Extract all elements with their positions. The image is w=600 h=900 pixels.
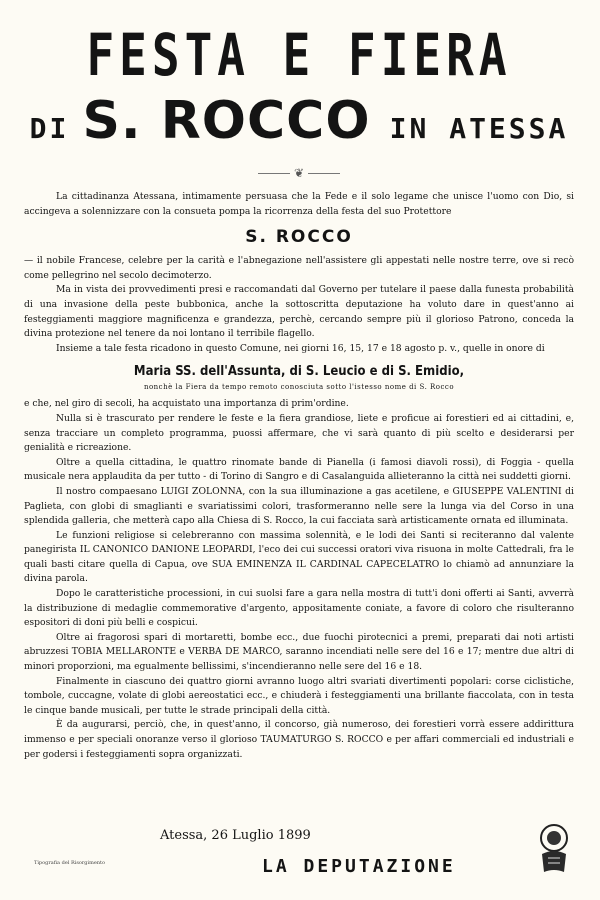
paragraph-3: Insieme a tale festa ricadono in questo Comune, nei giorni 16, 15, 17 e 18 agosto p. v., quelle in onore di <box>56 342 545 354</box>
signature: LA DEPUTAZIONE <box>262 856 456 877</box>
poster-title-line2 <box>24 92 574 162</box>
paragraph-12: È da augurarsi, perciò, che, in quest'anno, il concorso, già numeroso, dei forestieri vorrà essere addirittura immenso e per speciali onoranze verso il glorioso TAUMATURGO S. ROCCO e per affari commerciali ed industriali e per godersi i festeggiamenti sopra organizzati. <box>24 719 574 760</box>
saints-line: Maria SS. dell'Assunta, di S. Leucio e di S. Emidio, <box>133 364 465 380</box>
fair-note: nonchè la Fiera da tempo remoto conosciuta sotto l'istesso nome di S. Rocco <box>143 383 455 392</box>
printer-note: Tipografia del Risorgimento <box>34 860 106 866</box>
poster-title: FESTA E FIERA <box>86 21 512 89</box>
paragraph-11: Finalmente in ciascuno dei quattro giorni avranno luogo altri svariati divertimenti popolari: corse ciclistiche, tombole, cuccagne, volate di globi aereostatici ecc., e chiuderà i festeggiamenti una brillante fiaccolata, con in testa le cinque bande musicali, per tutte le strade principali della città. <box>24 675 574 716</box>
title-suffix: IN ATESSA <box>389 112 569 145</box>
divider-ornament-icon: ❦ <box>24 166 574 180</box>
date-line: Atessa, 26 Luglio 1899 <box>160 828 311 843</box>
seal-icon <box>534 820 574 876</box>
intro-paragraph: La cittadinanza Atessana, intimamente persuasa che la Fede e il solo legame che unisce l'uomo con Dio, si accingeva a solennizzare con la consueta pompa la ricorrenza della festa del suo Protettore <box>24 191 574 217</box>
title-prefix: DI <box>29 112 70 145</box>
saint-subtitle: S. ROCCO <box>245 227 353 248</box>
paragraph-1: — il nobile Francese, celebre per la carità e l'abnegazione nell'assistere gli appestati nelle nostre terre, ove si recò come pellegrino nel secolo decimoterzo. <box>24 255 574 281</box>
paragraph-5: Nulla si è trascurato per rendere le feste e la fiera grandiose, liete e proficue ai forestieri ed ai cittadini, e, senza tracciare un completo programma, puossi affermare, che vi sarà quanto di più scelto e desiderarsi per genialità e ricreazione. <box>24 412 574 454</box>
paragraph-7: Il nostro compaesano LUIGI ZOLONNA, con la sua illuminazione a gas acetilene, e GIUSEPPE VALENTINI di Paglieta, con globi di smaglianti e svariatissimi colori, trasformeranno nelle sere la lunga via del Corso in una splendida galleria, che metterà capo alla Chiesa di S. Rocco, la cui facciata sarà artisticamente ornata ed illuminata. <box>24 485 574 527</box>
paragraph-9: Dopo le caratteristiche processioni, in cui suolsi fare a gara nella mostra di tutt'i doni offerti ai Santi, avverrà la distribuzione di medaglie commemorative d'argento, appositamente coniate, a favore di coloro che risulteranno espositori di doni più belli e cospicui. <box>24 588 574 629</box>
paragraph-8: Le funzioni religiose si celebreranno con massima solennità, e le lodi dei Santi si reciteranno dal valente panegirista IL CANONICO DANIONE LEOPARDI, l'eco dei cui successi oratori viva risuona in molte Cattedrali, fra le quali basti citare quella di Capua, ove SUA EMINENZA IL CARDINAL CAPECELATRO lo chiamò ad annunziare la divina parola. <box>24 529 574 585</box>
paragraph-6: Oltre a quella cittadina, le quattro rinomate bande di Pianella (i famosi diavoli rossi), di Foggia - quella musicale nera applaudita da per tutto - di Torino di Sangro e di Casalanguida allieteranno la città nei suddetti giorni. <box>24 456 574 483</box>
title-saint-name: S. ROCCO <box>82 91 371 151</box>
paragraph-4: e che, nel giro di secoli, ha acquistato una importanza di prim'ordine. <box>24 398 349 410</box>
paragraph-10: Oltre ai fragorosi spari di mortaretti, bombe ecc., due fuochi pirotecnici a premi, preparati dai noti artisti abruzzesi TOBIA MELLARONTE e VERBA DE MARCO, saranno incendiati nelle sere del 16 e 17; mentre due altri di minori proporzioni, ma egualmente bellissimi, s'incendieranno nelle sere del 16 e 18. <box>24 631 574 673</box>
paragraph-2: Ma in vista dei provvedimenti presi e raccomandati dal Governo per tutelare il paese dalla funesta probabilità di una invasione della peste bubbonica, anche la sottoscritta deputazione ha voluto dare in quest'anno ai festeggiamenti maggiore magnificenza e grandezza, perchè, cercando sempre più il glorioso Patrono, conceda la divina protezione nel tenere da noi lontano il terribile flagello. <box>24 284 574 340</box>
